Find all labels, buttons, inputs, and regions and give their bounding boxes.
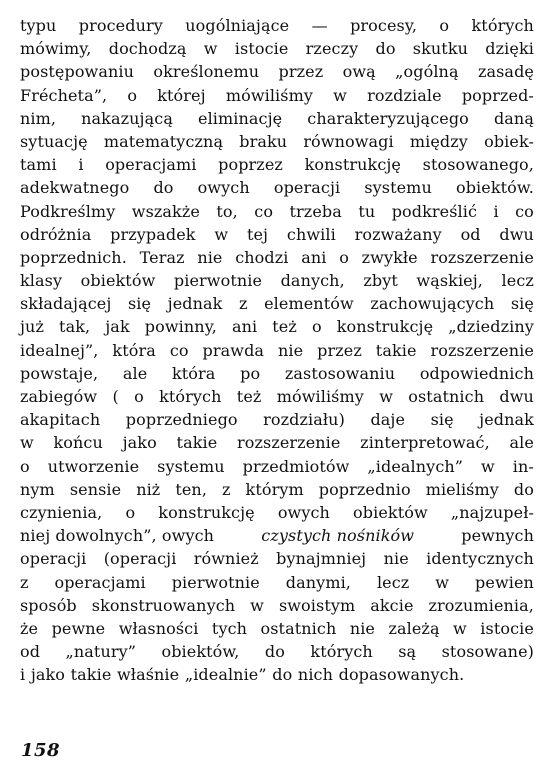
word: Frécheta”, <box>20 85 108 105</box>
word: co <box>254 201 274 221</box>
word: których <box>310 642 373 662</box>
word: ani <box>301 247 327 267</box>
word: operacjami <box>54 572 146 592</box>
word: identycznych <box>426 549 534 569</box>
word: systemu <box>157 456 225 476</box>
word: nie <box>383 549 409 569</box>
word: zasadę <box>477 62 534 82</box>
text-segment: niej dowolnych”, owych <box>20 526 215 546</box>
word: ową <box>342 62 376 82</box>
word: już <box>20 317 44 337</box>
word: podkreślić <box>391 201 478 221</box>
word: (operacji <box>103 549 177 569</box>
word: tami <box>20 155 57 175</box>
word: przypadek <box>110 224 196 244</box>
word: równowagi <box>303 131 394 151</box>
word: lecz <box>501 271 534 291</box>
word: nie <box>349 618 376 638</box>
text-line <box>20 37 534 60</box>
word: z <box>20 572 29 592</box>
word: zabiegów <box>20 387 98 406</box>
word: po <box>240 363 261 383</box>
word: skutku <box>412 39 469 59</box>
text-line <box>20 246 534 269</box>
word: w <box>379 387 393 406</box>
word: tych <box>211 618 248 638</box>
word: uogólniające <box>185 16 290 35</box>
text-line <box>20 640 534 663</box>
word: „idealnie” <box>184 665 267 685</box>
word: charakteryzującego <box>307 108 469 128</box>
word: tej <box>246 224 269 244</box>
word: jako <box>122 433 157 453</box>
word: mówiliśmy <box>225 85 314 105</box>
word: co <box>515 201 534 221</box>
word: odróżnia <box>20 224 92 244</box>
word: procesy, <box>350 16 418 35</box>
text-line <box>20 14 534 37</box>
word: składającej <box>20 294 112 314</box>
word: elementów <box>264 294 354 314</box>
word: zachowujących <box>370 294 495 314</box>
word: rozdziału) <box>263 410 345 430</box>
word: poprzez <box>218 155 283 175</box>
word: przez <box>317 340 362 360</box>
word: o <box>439 16 450 35</box>
word: sensie <box>69 479 122 499</box>
text-line <box>20 107 534 130</box>
word: w <box>250 595 264 615</box>
word: również <box>193 549 259 569</box>
text-line <box>20 84 534 107</box>
word: niż <box>136 479 161 499</box>
text-line <box>20 315 534 338</box>
word: rozszerzenie <box>430 340 534 360</box>
word: rozszerzenie <box>430 247 534 267</box>
word: Podkreślmy <box>20 201 116 221</box>
word: o <box>134 387 144 406</box>
word: danych, <box>280 271 345 291</box>
word: pewien <box>475 572 534 592</box>
word: — <box>311 16 328 35</box>
word: konstrukcję <box>336 317 434 337</box>
word: sposób <box>20 595 77 615</box>
word: którym <box>245 479 304 499</box>
word: w <box>453 618 467 638</box>
word: nich <box>297 665 334 685</box>
italic-phrase: czystych nośników <box>261 526 415 546</box>
word: obiektów <box>353 502 428 522</box>
word: to, <box>216 201 238 221</box>
word: jednak <box>479 410 534 430</box>
word: adekwatnego <box>20 178 130 198</box>
text-line <box>20 176 534 199</box>
word: obiektów, <box>161 642 240 662</box>
word: wszakże <box>131 201 200 221</box>
word: trzeba <box>289 201 342 221</box>
word: ten, <box>175 479 208 499</box>
word: z <box>222 479 231 499</box>
word: która <box>171 363 216 383</box>
word: tak, <box>59 317 91 337</box>
word: mówiliśmy <box>276 387 364 406</box>
word: takie <box>70 665 112 685</box>
word: w <box>203 39 218 59</box>
word: się <box>127 294 152 314</box>
text-line <box>20 292 534 315</box>
word: właśnie <box>116 665 180 685</box>
word: rozdziale <box>367 85 442 105</box>
word: się <box>430 410 454 430</box>
word: w <box>20 433 34 453</box>
word: poprzed- <box>461 85 534 105</box>
word: dochodzą <box>108 39 187 59</box>
word: do <box>272 665 293 685</box>
word: powstaje, <box>20 363 99 383</box>
text-line <box>20 594 534 617</box>
word: stosowanego, <box>422 155 534 175</box>
word: do <box>513 479 534 499</box>
word: nym <box>20 479 55 499</box>
word: akapitach <box>20 410 101 430</box>
word: braku <box>239 131 288 151</box>
word: zależą <box>388 618 440 638</box>
word: jak <box>105 317 130 337</box>
text-line <box>20 571 534 594</box>
word: końcu <box>53 433 103 453</box>
word: poprzednio <box>318 479 411 499</box>
word: ale <box>509 433 534 453</box>
word: w <box>214 224 229 244</box>
word: i <box>78 155 84 175</box>
word: o <box>311 317 322 337</box>
word: z <box>239 294 248 314</box>
word: „ogólną <box>395 62 459 82</box>
text-line <box>20 431 534 454</box>
text-segment: pewnych <box>461 526 534 546</box>
word: między <box>409 131 468 151</box>
word: pewne <box>51 618 106 638</box>
text-line <box>20 200 534 223</box>
word: nakazującą <box>81 108 173 128</box>
word: których <box>471 16 534 35</box>
word: utworzenie <box>47 456 140 476</box>
word: Teraz <box>139 247 185 267</box>
word: wąskiej, <box>416 271 483 291</box>
word: istocie <box>234 39 289 59</box>
word: „natury” <box>65 642 137 662</box>
word: swoistym <box>278 595 356 615</box>
text-line <box>20 269 534 292</box>
word: dzięki <box>485 39 534 59</box>
word: „najzupeł- <box>450 502 534 522</box>
word: ( <box>112 387 119 406</box>
word: i <box>493 201 499 221</box>
word: konstrukcję <box>158 502 255 522</box>
word: operacjami <box>105 155 197 175</box>
word: że <box>20 618 39 638</box>
word: obiek- <box>484 131 534 151</box>
word: procedury <box>78 16 163 35</box>
word: których <box>159 387 222 406</box>
text-line <box>20 408 534 431</box>
word: od <box>20 642 41 662</box>
word: sytuację <box>20 131 88 151</box>
word: przedmiotów <box>242 456 350 476</box>
text-line <box>20 153 534 176</box>
word: in- <box>512 456 534 476</box>
word: istocie <box>480 618 534 638</box>
word: o <box>127 85 138 105</box>
word: w <box>435 572 450 592</box>
word: są <box>398 642 417 662</box>
word: „dziedziny <box>448 317 534 337</box>
word: też <box>236 387 262 406</box>
word: nim, <box>20 108 57 128</box>
word: która <box>112 340 156 360</box>
word: zinterpretować, <box>360 433 490 453</box>
word: obiektów <box>80 271 156 291</box>
word: rzeczy <box>305 39 359 59</box>
word: operacji <box>20 549 87 569</box>
word: się <box>510 294 534 314</box>
word: do <box>264 642 285 662</box>
word: pierwotnie <box>173 271 263 291</box>
word: tu <box>358 201 376 221</box>
word: konstrukcję <box>304 155 402 175</box>
word: do <box>153 178 174 198</box>
word: lecz <box>376 572 410 592</box>
word: przez <box>278 62 324 82</box>
word: daną <box>493 108 534 128</box>
word: dwu <box>499 224 534 244</box>
word: ale <box>122 363 148 383</box>
text-line <box>20 478 534 501</box>
word: systemu <box>364 178 432 198</box>
word: stosowane) <box>441 642 534 662</box>
word: w <box>333 85 347 105</box>
word: operacji <box>273 178 341 198</box>
word: poprzednich. <box>20 247 127 267</box>
word: takie <box>375 340 417 360</box>
word: zwykłe <box>361 247 418 267</box>
word: chwili <box>286 224 336 244</box>
word: bynajmniej <box>276 549 367 569</box>
word: powinny, <box>144 317 217 337</box>
word: eliminację <box>198 108 283 128</box>
word: owych <box>277 502 330 522</box>
word: o <box>125 502 136 522</box>
text-line <box>20 130 534 153</box>
word: jako <box>30 665 66 685</box>
text-line <box>20 547 534 570</box>
word: typu <box>20 16 57 35</box>
word: zrozumienia, <box>428 595 534 615</box>
text-line <box>20 617 534 640</box>
word: mówimy, <box>20 39 92 59</box>
text-line <box>20 362 534 385</box>
word: matematyczną <box>103 131 224 151</box>
word: daje <box>370 410 406 430</box>
word: dopasowanych. <box>338 665 465 685</box>
word: pierwotnie <box>171 572 260 592</box>
word: ani <box>231 317 258 337</box>
word: zastosowaniu <box>284 363 396 383</box>
word: co <box>169 340 189 360</box>
word: dwu <box>499 387 534 406</box>
text-line <box>20 385 534 408</box>
word: o <box>20 456 30 476</box>
word: poprzedniego <box>125 410 238 430</box>
text-line <box>20 60 534 83</box>
text-line <box>20 455 534 478</box>
word: obiektów. <box>455 178 534 198</box>
word: do <box>375 39 396 59</box>
word: zbyt <box>363 271 398 291</box>
word: rozważany <box>354 224 442 244</box>
word: „idealnych” <box>367 456 464 476</box>
word: w <box>481 456 495 476</box>
word: mieliśmy <box>425 479 499 499</box>
text-line-mixed <box>20 524 534 547</box>
word: takie <box>176 433 218 453</box>
word: idealnej”, <box>20 340 99 360</box>
page-number: 158 <box>21 740 61 761</box>
text-line <box>20 223 534 246</box>
word: określonemu <box>153 62 260 82</box>
word: nie <box>278 340 304 360</box>
word: owych <box>197 178 250 198</box>
word: której <box>157 85 206 105</box>
word: rozszerzenie <box>237 433 341 453</box>
word: czynienia, <box>20 502 103 522</box>
word: o <box>339 247 349 267</box>
text-line <box>20 663 534 686</box>
word: prawda <box>202 340 265 360</box>
word: ostatnich <box>408 387 485 406</box>
word: też <box>272 317 297 337</box>
word: klasy <box>20 271 63 291</box>
word: nie <box>197 247 223 267</box>
word: odpowiednich <box>419 363 534 383</box>
text-line <box>20 501 534 524</box>
word: danymi, <box>285 572 351 592</box>
text-line <box>20 339 534 362</box>
word: chodzi <box>235 247 289 267</box>
word: jednak <box>167 294 223 314</box>
word: akcie <box>370 595 414 615</box>
word: od <box>460 224 481 244</box>
word: ostatnich <box>260 618 337 638</box>
body-text <box>20 14 534 686</box>
word: postępowaniu <box>20 62 135 82</box>
word: i <box>20 665 26 685</box>
word: własności <box>118 618 199 638</box>
word: skonstruowanych <box>91 595 236 615</box>
